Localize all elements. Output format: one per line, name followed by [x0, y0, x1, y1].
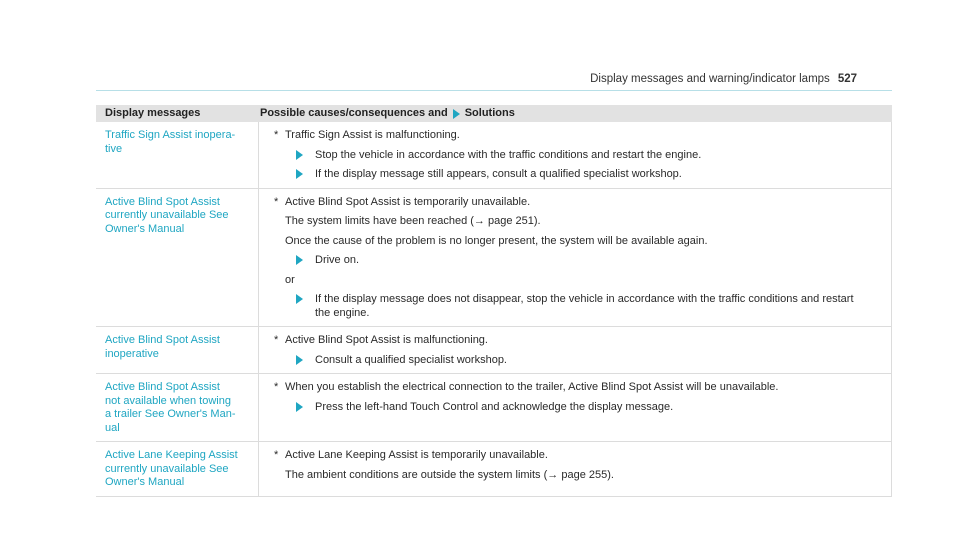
- info-text: Once the cause of the problem is no longer present, the system will be available again.: [285, 234, 708, 247]
- solution-cell: [259, 327, 892, 373]
- arrow-right-icon: [296, 255, 303, 265]
- arrow-right-icon: [296, 150, 303, 160]
- solution-cell: [259, 442, 892, 496]
- solution-step: [274, 293, 881, 320]
- table-row: [96, 442, 892, 497]
- table-body: [96, 122, 892, 497]
- cause-text: Traffic Sign Assist is malfunctioning.: [285, 129, 460, 141]
- cause-line: [274, 129, 881, 143]
- step-text: Press the left-hand Touch Control and acknowledge the display message.: [315, 400, 674, 413]
- or-text: or: [285, 273, 295, 286]
- footnote-star: *: [274, 195, 279, 208]
- arrow-right-icon: [453, 109, 460, 119]
- column-header-solutions: [259, 107, 892, 121]
- cause-text: When you establish the electrical connection to the trailer, Active Blind Spot Assist will be unavailable.: [285, 381, 779, 393]
- display-message: Active Blind Spot Assist inoperative: [96, 327, 259, 373]
- info-text: The system limits have been reached (→ page 251).: [285, 215, 541, 227]
- display-message: Active Lane Keeping Assist currently unavailable See Owner's Manual: [96, 442, 259, 496]
- cause-line: [274, 334, 881, 348]
- solution-step: [274, 354, 881, 368]
- solution-step: [274, 401, 881, 415]
- solution-step: [274, 168, 881, 182]
- solution-cell: [259, 189, 892, 327]
- column-header-suffix: Solutions: [464, 106, 515, 119]
- cause-line: [274, 381, 881, 395]
- footnote-star: *: [274, 334, 279, 346]
- step-text: If the display message does not disappear, stop the vehicle in accordance with the traffic conditions and restart the engine.: [315, 293, 854, 319]
- display-message: Active Blind Spot Assist not available when towing a trailer See Owner's Man- ual: [96, 374, 259, 441]
- cause-text: Active Blind Spot Assist is temporarily unavailable.: [285, 195, 531, 208]
- step-text: Stop the vehicle in accordance with the traffic conditions and restart the engine.: [315, 148, 702, 161]
- arrow-right-icon: [296, 169, 303, 179]
- header-title: Display messages and warning/indicator lamps: [590, 73, 830, 85]
- solution-cell: [259, 122, 892, 188]
- table-row: [96, 189, 892, 328]
- page-header: [590, 73, 857, 85]
- display-message: Active Blind Spot Assist currently unavailable See Owner's Manual: [96, 189, 259, 327]
- footnote-star: *: [274, 449, 279, 461]
- footnote-star: *: [274, 129, 279, 141]
- cause-line: [274, 449, 881, 463]
- header-divider: [96, 90, 892, 91]
- footnote-star: *: [274, 381, 279, 393]
- table-row: [96, 122, 892, 189]
- table-row: [96, 374, 892, 442]
- step-text: Consult a qualified specialist workshop.: [315, 353, 507, 366]
- page-number: 527: [837, 73, 857, 85]
- info-text: The ambient conditions are outside the system limits (→ page 255).: [285, 468, 614, 481]
- cause-text: Active Lane Keeping Assist is temporarily unavailable.: [285, 449, 548, 461]
- table-header: [96, 105, 892, 122]
- solution-step: [274, 149, 881, 163]
- display-message: Traffic Sign Assist inopera- tive: [96, 122, 259, 188]
- arrow-right-icon: [296, 294, 303, 304]
- solution-step: [274, 254, 881, 268]
- cause-line: [274, 196, 881, 210]
- arrow-right-icon: [296, 355, 303, 365]
- step-text: Drive on.: [315, 254, 360, 266]
- cause-text: Active Blind Spot Assist is malfunctioning.: [285, 334, 488, 346]
- table-row: [96, 327, 892, 374]
- step-text: If the display message still appears, consult a qualified specialist workshop.: [315, 168, 682, 180]
- arrow-right-icon: [296, 402, 303, 412]
- column-header-messages: Display messages: [105, 106, 201, 119]
- messages-table: [96, 105, 892, 497]
- column-header-prefix: Possible causes/consequences and: [260, 106, 448, 119]
- solution-cell: [259, 374, 892, 441]
